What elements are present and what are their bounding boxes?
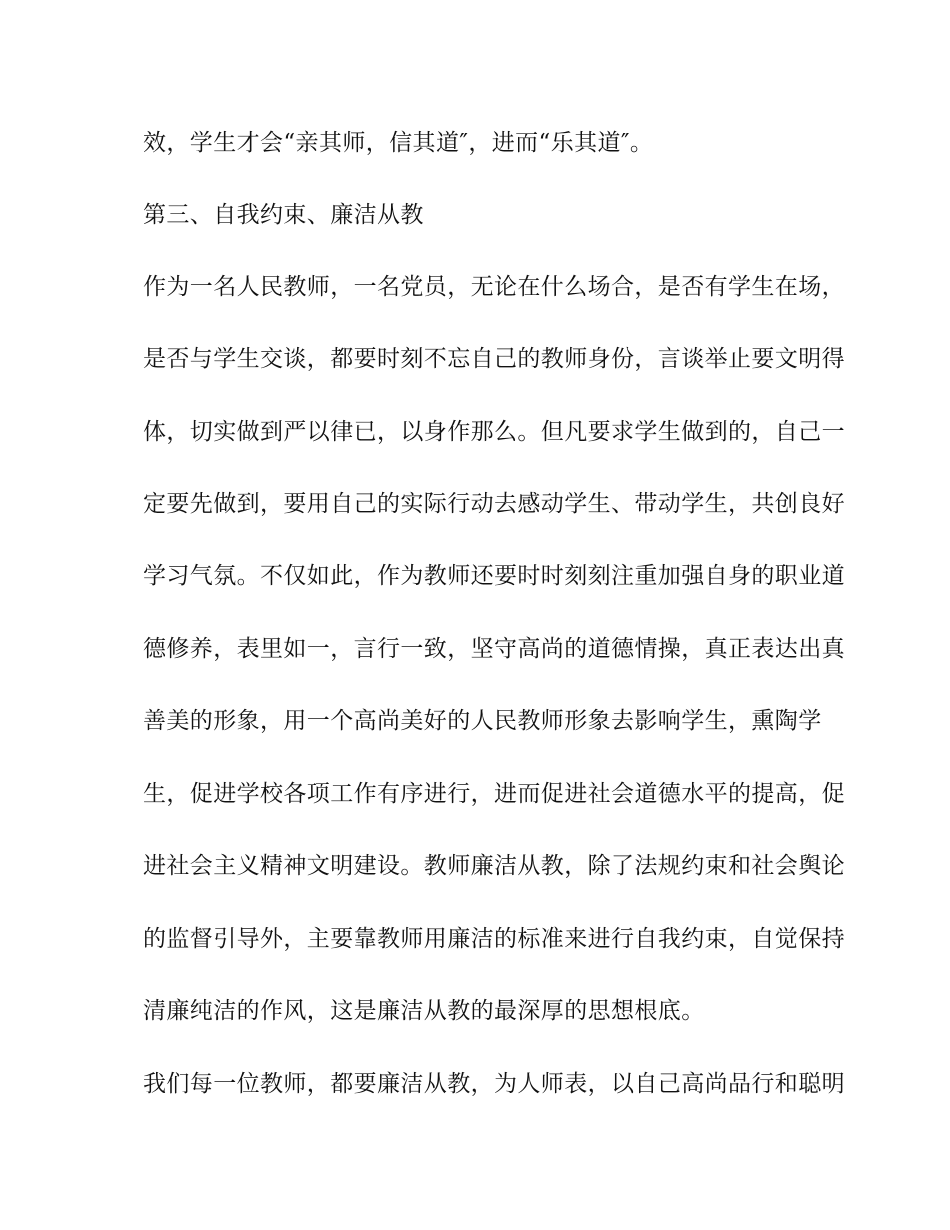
text-line: 定要先做到，要用自己的实际行动去感动学生、带动学生，共创良好 bbox=[143, 491, 845, 517]
text-line: 学习气氛。不仅如此，作为教师还要时时刻刻注重加强自身的职业道 bbox=[143, 563, 845, 589]
text-line: 效，学生才会“亲其师，信其道″，进而“乐其道″。 bbox=[143, 130, 654, 156]
text-line: 善美的形象，用一个高尚美好的人民教师形象去影响学生，熏陶学 bbox=[143, 708, 822, 734]
text-line: 体，切实做到严以律已，以身作那么。但凡要求学生做到的，自己一 bbox=[143, 419, 845, 445]
text-line: 进社会主义精神文明建设。教师廉洁从教，除了法规约束和社会舆论 bbox=[143, 853, 845, 879]
text-line: 我们每一位教师，都要廉洁从教，为人师表，以自己高尚品行和聪明 bbox=[143, 1071, 845, 1097]
text-line: 清廉纯洁的作风，这是廉洁从教的最深厚的思想根底。 bbox=[143, 998, 705, 1024]
text-line: 是否与学生交谈，都要时刻不忘自己的教师身份，言谈举止要文明得 bbox=[143, 346, 845, 372]
text-line: 生，促进学校各项工作有序进行，进而促进社会道德水平的提高，促 bbox=[143, 781, 845, 807]
text-line: 德修养，表里如一，言行一致，坚守高尚的道德情操，真正表达出真 bbox=[143, 636, 845, 662]
text-line: 作为一名人民教师，一名党员，无论在什么场合，是否有学生在场， bbox=[143, 274, 845, 300]
text-line: 的监督引导外，主要靠教师用廉洁的标准来进行自我约束，自觉保持 bbox=[143, 926, 845, 952]
section-heading: 第三、自我约束、廉洁从教 bbox=[143, 202, 424, 228]
